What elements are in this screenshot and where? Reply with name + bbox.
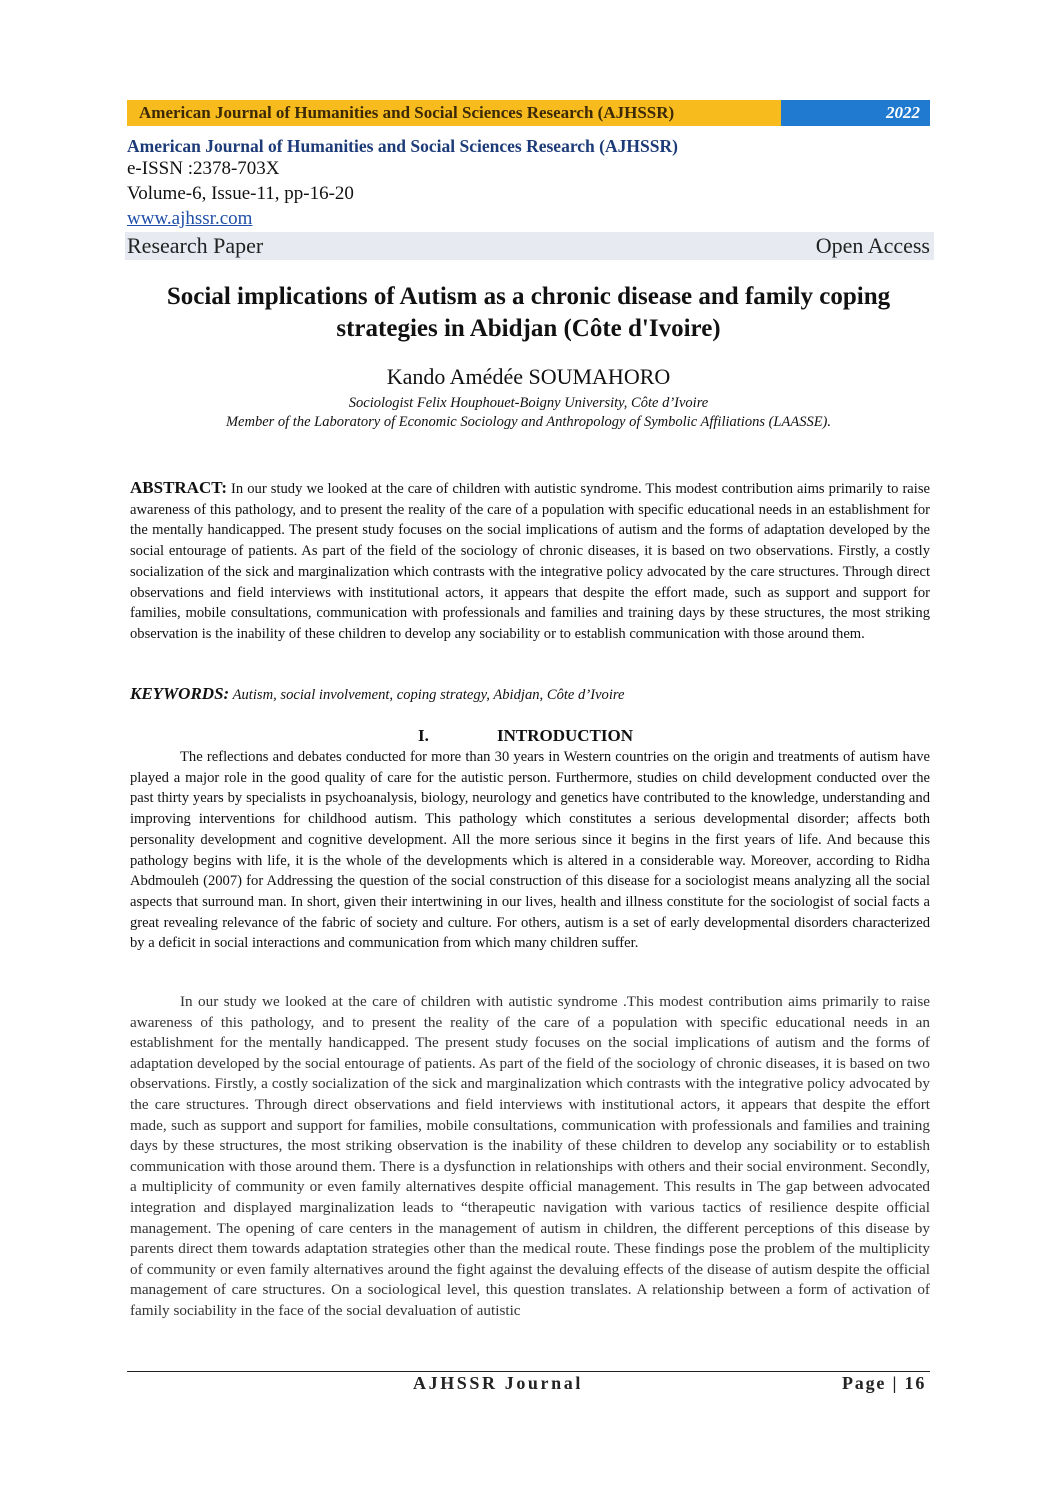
header-band	[127, 100, 930, 126]
section-number: I.	[418, 726, 429, 745]
introduction-paragraph-2: In our study we looked at the care of children with autistic syndrome .This modest contribution aims primarily to raise awareness of this pathology, and to present the reality of the care of a population with specific educational needs in an establishment for the mentally handicapped. The present study focuses on the social implications of autism and the forms of adaptation developed by the social entourage of patients. As part of the field of the sociology of chronic diseases, it is based on two observations. Firstly, a costly socialization of the sick and marginalization which contrasts with the integrative policy advocated by the care structures. Through direct observations and field interviews with institutional actors, it appears that despite the effort made, such as support and support for families, mobile consultations, communication with professionals and families and training days by these structures, the most striking observation is the inability of these children to develop any sociability or to establish communication with those around them. There is a dysfunction in relationships with others and their social environment. Secondly, a multiplicity of community or even family alternatives despite official management. This results in The gap between advocated integration and displayed marginalization leads to “therapeutic navigation with various tactics of resilience despite official management. The opening of care centers in the management of autism in children, the different perceptions of this disease by parents direct them towards adaptation strategies other than the medical route. These findings pose the problem of the multiplicity of community or even family alternatives around the fight against the devaluing effects of the disease of autism despite the official management of care structures. On a sociological level, this question translates. A relationship between a form of activation of family sociability in the face of the social devaluation of autistic	[130, 993, 930, 1319]
header-band-year: 2022	[886, 103, 920, 122]
paper-type: Research Paper	[127, 233, 264, 258]
header-band-right	[781, 100, 930, 126]
introduction-paragraph-1: The reflections and debates conducted for more than 30 years in Western countries on the origin and treatments of autism have played a major role in the good quality of care for the autistic person. Furthermore, studies on child development conducted over the past thirty years by specialists in psychoanalysis, biology, neurology and genetics have contributed to the knowledge, understanding and improving interventions for childhood autism. This pathology which constitutes a serious developmental disorder; affects both personality development and cognitive development. All the more serious since it begins in the first years of life. And because this pathology begins with life, it is the whole of the developments which is altered in a considerable way. Moreover, according to Ridha Abdmouleh (2007) for Addressing the question of the social construction of this disease for a sociologist means analyzing all the social aspects that surround man. In short, given their intertwining in our lives, health and illness constitute for the sociologist of social facts a great revealing relevance of the fabric of society and culture. For others, autism is a set of early developmental disorders characterized by a deficit in social interactions and communication from which many children suffer.	[130, 749, 930, 952]
section-title: INTRODUCTION	[497, 726, 634, 745]
author-affiliation-1: Sociologist Felix Houphouet-Boigny University, Côte d’Ivoire	[348, 395, 709, 411]
keywords-label: KEYWORDS:	[130, 684, 230, 703]
journal-website-link[interactable]: www.ajhssr.com	[127, 208, 253, 229]
keywords	[130, 684, 625, 704]
abstract-text: In our study we looked at the care of children with autistic syndrome. This modest contribution aims primarily to raise awareness of this pathology, and to present the reality of the care of a population with specific educational needs in an establishment for the mentally handicapped. The present study focuses on the social implications of autism and the forms of adaptation developed by the social entourage of patients. As part of the field of the sociology of chronic diseases, it is based on two observations. Firstly, a costly socialization of the sick and marginalization which contrasts with the integrative policy advocated by the care structures. Through direct observations and field interviews with institutional actors, it appears that despite the effort made, such as support and support for families, mobile consultations, communication with professionals and families and training days by these structures, the most striking observation is the inability of these children to develop any sociability or to establish communication with those around them.	[130, 481, 930, 642]
author-affiliation-2: Member of the Laboratory of Economic Sociology and Anthropology of Symbolic Affiliations (LAASSE).	[225, 414, 832, 430]
footer-journal: AJHSSR Journal	[413, 1373, 583, 1393]
journal-volume: Volume-6, Issue-11, pp-16-20	[127, 183, 354, 204]
keywords-text: Autism, social involvement, coping strategy, Abidjan, Côte d’Ivoire	[229, 687, 625, 703]
paper-type-bar	[125, 232, 934, 260]
footer-page-number: Page | 16	[842, 1373, 927, 1393]
article-title: Social implications of Autism as a chronic disease and family coping strategies in Abidjan (Côte d'Ivoire)	[166, 283, 891, 342]
header-band-title: American Journal of Humanities and Social Sciences Research (AJHSSR)	[139, 103, 675, 122]
header-band-left	[127, 100, 781, 126]
abstract-label: ABSTRACT:	[130, 478, 227, 497]
journal-eissn: e-ISSN :2378-703X	[127, 158, 280, 179]
article-author: Kando Amédée SOUMAHORO	[386, 364, 671, 389]
journal-name: American Journal of Humanities and Social Sciences Research (AJHSSR)	[127, 136, 678, 156]
abstract	[130, 478, 930, 645]
footer-rule	[127, 1371, 930, 1372]
access-type: Open Access	[815, 233, 930, 258]
